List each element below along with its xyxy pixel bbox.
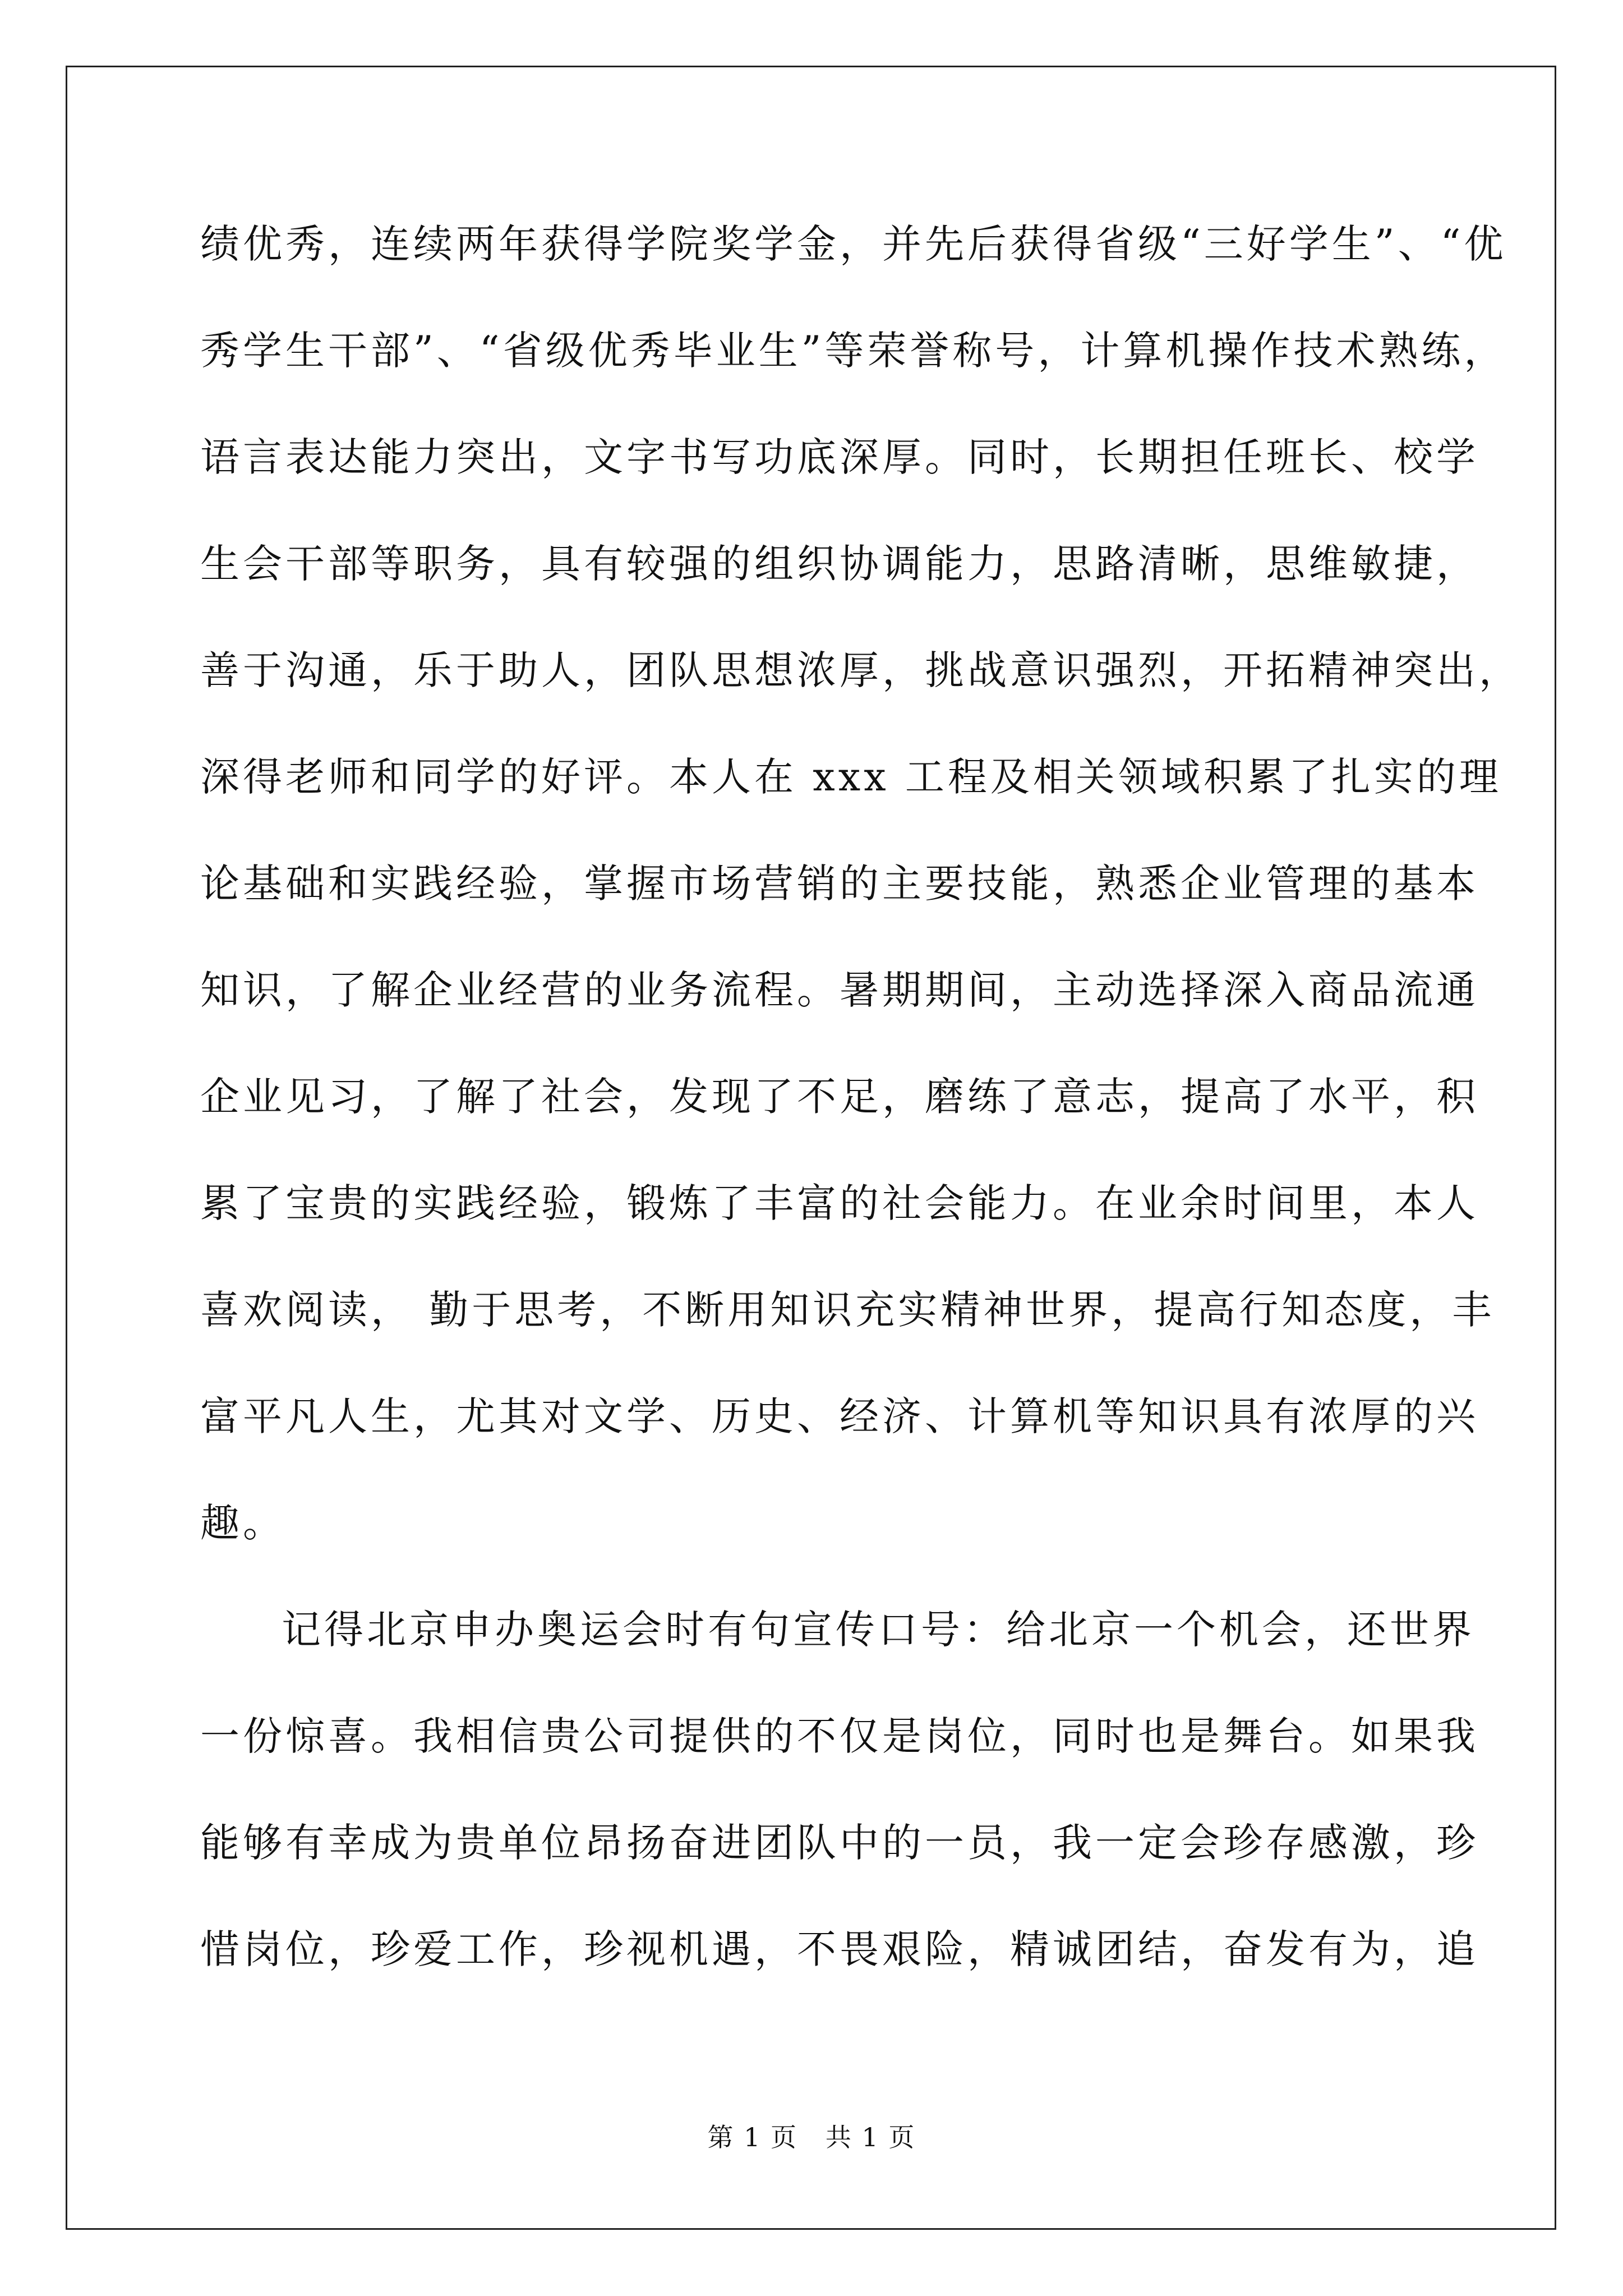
text-line: 惜岗位，珍爱工作，珍视机遇，不畏艰险，精诚团结，奋发有为，追: [200, 1926, 1479, 1972]
text-line: 善于沟通，乐于助人，团队思想浓厚，挑战意识强烈，开拓精神突出，: [200, 647, 1521, 693]
text-line: 语言表达能力突出，文字书写功底深厚。同时，长期担任班长、校学: [200, 434, 1479, 480]
text-line: 知识，了解企业经营的业务流程。暑期期间，主动选择深入商品流通: [200, 967, 1479, 1013]
text-line: 富平凡人生，尤其对文学、历史、经济、计算机等知识具有浓厚的兴: [200, 1393, 1479, 1439]
text-line: 能够有幸成为贵单位昂扬奋进团队中的一员，我一定会珍存感激，珍: [200, 1820, 1479, 1866]
text-line: 趣。: [200, 1500, 285, 1546]
text-line: 秀学生干部”、“省级优秀毕业生”等荣誉称号，计算机操作技术熟练，: [200, 328, 1507, 374]
text-line: 论基础和实践经验，掌握市场营销的主要技能，熟悉企业管理的基本: [200, 861, 1479, 907]
text-line: 记得北京申办奥运会时有句宣传口号：给北京一个机会，还世界: [282, 1607, 1475, 1653]
text-line: 深得老师和同学的好评。本人在 xxx 工程及相关领域积累了扎实的理: [200, 754, 1502, 800]
page-footer: 第 1 页 共 1 页: [707, 2122, 916, 2152]
text-line: 累了宝贵的实践经验，锻炼了丰富的社会能力。在业余时间里，本人: [200, 1180, 1479, 1226]
text-line: 企业见习，了解了社会，发现了不足，磨练了意志，提高了水平，积: [200, 1074, 1479, 1120]
text-line: 生会干部等职务，具有较强的组织协调能力，思路清晰，思维敏捷，: [200, 541, 1479, 587]
text-line: 绩优秀，连续两年获得学院奖学金，并先后获得省级“三好学生”、“优: [200, 221, 1507, 267]
document-body: [200, 216, 1521, 2028]
text-line: 一份惊喜。我相信贵公司提供的不仅是岗位，同时也是舞台。如果我: [200, 1713, 1479, 1759]
text-line: 喜欢阅读， 勤于思考，不断用知识充实精神世界，提高行知态度，丰: [200, 1287, 1495, 1333]
